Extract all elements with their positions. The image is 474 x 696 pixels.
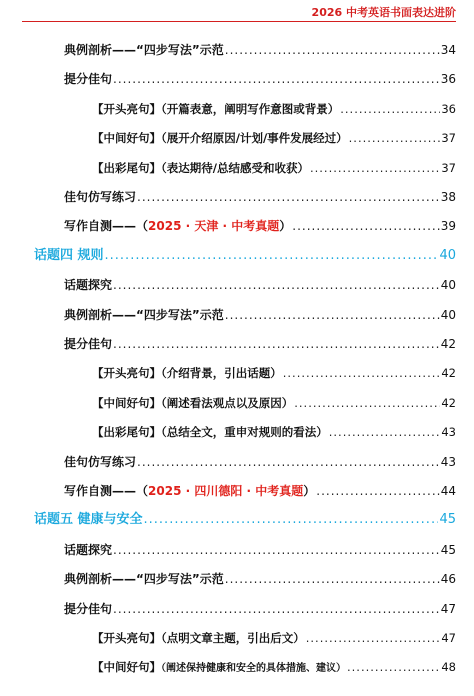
toc-section-entry[interactable]: [64, 42, 456, 58]
toc-entry-title-part: 【中间好句】（展开介绍原因/计划/事件发展经过）: [92, 131, 348, 146]
toc-leader-dots: [329, 424, 441, 440]
toc-entry-title-part: 佳句仿写练习: [64, 454, 137, 469]
toc-leader-dots: [113, 336, 440, 352]
toc-page-number: 42: [440, 337, 456, 351]
toc-entry-title-part: （阐述保持健康和安全的具体措施、建议）: [161, 663, 346, 675]
toc-entry-title-part: ）: [279, 219, 292, 234]
toc-topic-entry[interactable]: [34, 248, 456, 264]
toc-entry-title: [92, 659, 346, 677]
toc-entry-title: [92, 160, 309, 176]
toc-topic-entry[interactable]: [34, 512, 456, 528]
toc-entry-title-part: 话题五 健康与安全: [34, 512, 143, 528]
toc-page-number: 38: [440, 190, 456, 204]
toc-page-number: 39: [440, 219, 456, 234]
toc-leader-dots: [340, 101, 440, 117]
toc-leader-dots: [349, 130, 441, 146]
toc-entry-title-part: ）: [303, 484, 316, 498]
toc-page-number: 43: [441, 425, 456, 440]
toc-section-entry[interactable]: [64, 483, 456, 499]
toc-entry-title: [64, 336, 112, 352]
toc-page-number: 48: [441, 660, 456, 675]
toc-leader-dots: [283, 365, 441, 381]
toc-entry-title: [64, 189, 136, 205]
toc-section-entry[interactable]: [64, 71, 456, 87]
toc-entry-title: [64, 277, 112, 293]
toc-entry-title-part: 典例剖析——“四步写法”示范: [64, 572, 224, 587]
toc-page-number: 36: [440, 72, 456, 87]
toc-entry-title-part: 【开头亮句】（介绍背景，引出话题）: [92, 366, 282, 381]
toc-entry-title: [64, 483, 315, 499]
toc-leader-dots: [113, 601, 440, 617]
toc-section-entry[interactable]: [64, 218, 456, 234]
toc-entry-title-part: 典例剖析——“四步写法”示范: [64, 43, 224, 57]
toc-leader-dots: [292, 218, 439, 234]
toc-entry-title: [64, 542, 112, 558]
toc-section-entry[interactable]: [64, 571, 456, 587]
toc-page-number: 40: [439, 247, 456, 263]
toc-entry-title: [34, 248, 104, 264]
toc-leader-dots: [113, 277, 440, 293]
toc-entry-title-part: 写作自测——（: [64, 219, 149, 234]
toc-leader-dots: [144, 512, 439, 528]
toc-entry-title: [34, 512, 143, 528]
toc-subsection-entry[interactable]: [92, 659, 456, 675]
toc-entry-title: [92, 395, 293, 411]
toc-entry-title: [64, 454, 136, 470]
toc-subsection-entry[interactable]: [92, 395, 456, 411]
toc-page-number: 45: [440, 542, 456, 557]
toc-leader-dots: [225, 42, 440, 58]
toc-leader-dots: [225, 571, 440, 587]
toc-entry-title-part: 【开头亮句】（点明文章主题，引出后文）: [92, 631, 305, 645]
toc-subsection-entry[interactable]: [92, 630, 456, 646]
toc-entry-title: [64, 218, 291, 234]
toc-section-entry[interactable]: [64, 189, 456, 205]
toc-entry-title-part: 2025 · 天津 · 中考真题: [148, 219, 280, 234]
toc-entry-title-part: 【中间好句】（阐述看法观点以及原因）: [92, 395, 294, 410]
toc-page-number: 37: [441, 160, 456, 175]
toc-entry-title-part: 写作自测——（: [64, 484, 149, 498]
toc-page-number: 44: [440, 484, 456, 498]
toc-entry-title-part: 提分佳句: [64, 337, 113, 351]
toc-entry-title-part: 提分佳句: [64, 72, 113, 87]
toc-entry-title: [64, 42, 224, 58]
toc-leader-dots: [113, 71, 440, 87]
toc-leader-dots: [316, 483, 439, 499]
toc-section-entry[interactable]: [64, 277, 456, 293]
toc-leader-dots: [105, 248, 439, 264]
toc-entry-title-part: 【出彩尾句】（表达期待/总结感受和收获）: [92, 160, 309, 175]
toc-entry-title-part: 提分佳句: [64, 601, 113, 616]
toc-entry-title: [92, 365, 282, 381]
toc-entry-title-part: 话题四 规则: [34, 247, 104, 263]
page-header: [0, 0, 474, 24]
toc-leader-dots: [294, 395, 440, 411]
toc-entry-title: [92, 424, 328, 440]
header-rule: [22, 21, 456, 22]
toc-section-entry[interactable]: [64, 336, 456, 352]
toc-section-entry[interactable]: [64, 454, 456, 470]
toc-entry-title-part: 【中间好句】: [92, 660, 161, 675]
toc-leader-dots: [347, 659, 440, 675]
toc-entry-title: [64, 307, 224, 323]
toc-entry-title: [64, 601, 112, 617]
toc-page-number: 47: [441, 631, 456, 645]
toc-page-number: 42: [441, 395, 456, 410]
toc-entry-title: [64, 71, 112, 87]
toc-entry-title-part: 2025 · 四川德阳 · 中考真题: [148, 484, 304, 498]
toc-page-number: 37: [441, 131, 456, 146]
toc-section-entry[interactable]: [64, 307, 456, 323]
toc-subsection-entry[interactable]: [92, 365, 456, 381]
toc-subsection-entry[interactable]: [92, 130, 456, 146]
toc-leader-dots: [225, 307, 440, 323]
toc-leader-dots: [310, 160, 440, 176]
toc-page-number: 43: [440, 454, 456, 469]
toc-entry-title: [92, 101, 339, 117]
toc-section-entry[interactable]: [64, 601, 456, 617]
toc-subsection-entry[interactable]: [92, 101, 456, 117]
book-title: 2026 中考英语书面表达进阶: [311, 6, 456, 19]
toc-entry-title-part: 佳句仿写练习: [64, 190, 137, 204]
toc-page-number: 45: [439, 512, 456, 528]
toc-entry-title-part: 【出彩尾句】（总结全文，重申对规则的看法）: [92, 425, 328, 440]
toc-entry-title-part: 话题探究: [64, 542, 113, 557]
toc-section-entry[interactable]: [64, 542, 456, 558]
toc-entry-title: [64, 571, 224, 587]
toc-entry-title: [92, 130, 348, 146]
toc-entry-title-part: 【开头亮句】（开篇表意，阐明写作意图或背景）: [92, 101, 340, 116]
toc-page-number: 36: [441, 101, 456, 116]
toc-leader-dots: [113, 542, 440, 558]
toc-entry-title-part: 典例剖析——“四步写法”示范: [64, 307, 224, 322]
toc-page-number: 42: [441, 366, 456, 381]
toc-leader-dots: [137, 454, 440, 470]
toc-leader-dots: [137, 189, 440, 205]
toc-page-number: 40: [440, 278, 456, 293]
toc-leader-dots: [306, 630, 441, 646]
toc-page-number: 46: [440, 572, 456, 587]
toc-page-number: 47: [440, 601, 456, 616]
toc-page-number: 34: [440, 43, 456, 57]
toc-subsection-entry[interactable]: [92, 424, 456, 440]
toc-entry-title-part: 话题探究: [64, 278, 113, 293]
toc-entry-title: [92, 630, 305, 646]
toc-page-number: 40: [440, 307, 456, 322]
toc-subsection-entry[interactable]: [92, 160, 456, 176]
